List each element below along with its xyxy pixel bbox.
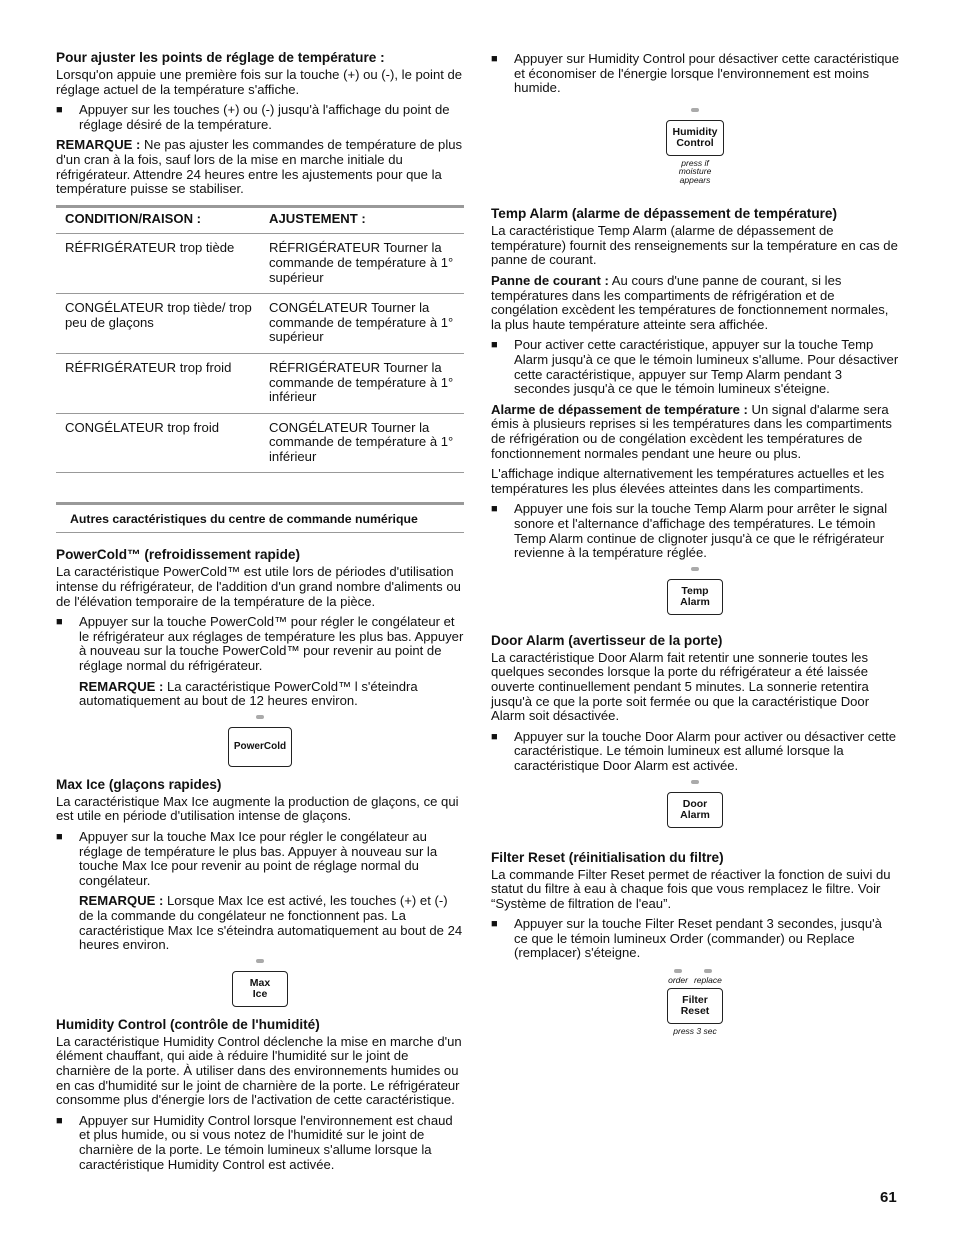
note-label: REMARQUE : (79, 678, 164, 694)
paragraph-powercold: La caractéristique PowerCold™ est utile lors de périodes d'utilisation intense du réfrigérateur, de l'addition d'un grand nombre d'aliments ou de l'élévation temporaire de la température de la pièce. (56, 564, 461, 609)
powercold-button: PowerCold (228, 727, 292, 767)
table-header-condition: CONDITION/RAISON : (56, 206, 260, 234)
paragraph-display: L'affichage indique alternativement les températures actuelles et les températures les plus élevées atteintes dans les compartiments. (491, 466, 885, 496)
paragraph-tempalarm: La caractéristique Temp Alarm (alarme de dépassement de température) fournit des renseignements sur la température en cas de panne de courant. (491, 223, 898, 268)
bullet-powercold: ■ Appuyer sur la touche PowerCold™ pour régler le congélateur et le réfrigérateur aux réglages de température les plus bas. Appuyer à nouveau sur la touche PowerCold™ pour revenir au point de réglage normal du réfrigérateur. (56, 615, 464, 673)
humidity-caption: press if moisture appears (678, 157, 712, 185)
table-cell-adjustment: CONGÉLATEUR Tourner la commande de température à 1° inférieur (260, 413, 464, 473)
filter-button-illustration (491, 969, 899, 1036)
table-cell-adjustment: RÉFRIGÉRATEUR Tourner la commande de température à 1° inférieur (260, 353, 464, 413)
heading-humidity: Humidity Control (contrôle de l'humidité) (56, 1016, 320, 1032)
note-text: Lorsque Max Ice est activé, les touches (+) et (-) de la commande du congélateur ne fonctionnent pas. La caractéristique Max Ice s'éteindra automatiquement au bout de 24 heures environ. (79, 893, 463, 953)
note-text: La caractéristique PowerCold™ l s'éteindra automatiquement au bout de 12 heures environ. (79, 678, 418, 709)
paragraph-power (491, 274, 899, 332)
table-cell-condition: CONGÉLATEUR trop tiède/ trop peu de glaçons (56, 294, 260, 354)
paragraph-alarm (491, 403, 899, 461)
filter-indicator-lights (668, 969, 722, 988)
table-header-adjustment: AJUSTEMENT : (260, 206, 464, 234)
filter-reset-button: Filter Reset (667, 988, 723, 1024)
indicator-light-icon (691, 108, 699, 112)
indicator-light-icon (691, 567, 699, 571)
heading-setpoint: Pour ajuster les points de réglage de température : (56, 50, 385, 65)
powercold-button-illustration (56, 715, 464, 767)
indicator-light-icon (256, 959, 264, 963)
humidity-button-illustration (491, 108, 899, 185)
indicator-light-icon (691, 780, 699, 784)
bullet-maxice: ■ Appuyer sur la touche Max Ice pour régler le congélateur au réglage de température le plus bas. Appuyer à nouveau sur la touche Max Ice pour revenir au point de réglage normal du congélateur. (56, 830, 464, 888)
bullet-dooralarm: ■ Appuyer sur la touche Door Alarm pour activer ou désactiver cette caractéristique. Le témoin lumineux est allumé lorsque la caractéristique Door Alarm est activée. (491, 730, 899, 774)
tempalarm-button-illustration (491, 567, 899, 615)
heading-maxice: Max Ice (glaçons rapides) (56, 776, 222, 792)
note-maxice (56, 894, 464, 952)
alarm-text: Un signal d'alarme sera émis à plusieurs reprises si les températures dans les compartiments de réfrigération ou de congélation excèdent les températures de fonctionnement normales pendant une heure ou plus. (491, 401, 892, 461)
bullet-tempalarm: ■ Pour activer cette caractéristique, appuyer sur la touche Temp Alarm jusqu'à ce que le témoin lumineux s'allume. Pour désactiver cette caractéristique, appuyer sur Temp Alarm pendant 3 secondes jusqu'à ce que le témoin lumineux s'éteigne. (491, 338, 899, 396)
note-powercold (56, 680, 464, 709)
humidity-control-button: Humidity Control (666, 120, 724, 156)
page-number: 61 (880, 1189, 897, 1206)
right-column (491, 52, 899, 1046)
paragraph-setpoint: Lorsqu'on appuie une première fois sur la touche (+) ou (-), le point de réglage actuel de la température s'affiche. (56, 67, 463, 97)
heading-filter: Filter Reset (réinitialisation du filtre) (491, 849, 724, 865)
indicator-light-icon (256, 715, 264, 719)
note-setpoint (56, 138, 464, 196)
note-label: REMARQUE : (79, 893, 164, 909)
table-row (56, 353, 464, 413)
replace-label: replace (693, 975, 722, 986)
alarm-label: Alarme de dépassement de température : (491, 401, 748, 417)
adjustment-table (56, 205, 464, 474)
paragraph-humidity: La caractéristique Humidity Control déclenche la mise en marche d'un élément chauffant, qui aide à réduire l'humidité sur le joint de charnière de la porte. À utiliser dans des environnements humides ou en cas d'humidité sur le joint de charnière de la porte. Le réfrigérateur consomme plus d'énergie lors de l'activation de cette caractéristique. (56, 1033, 462, 1108)
maxice-button: Max Ice (232, 971, 288, 1007)
note-label: REMARQUE : (56, 137, 141, 153)
left-column (56, 50, 464, 1178)
heading-dooralarm: Door Alarm (avertisseur de la porte) (491, 632, 723, 648)
heading-powercold: PowerCold™ (refroidissement rapide) (56, 547, 300, 563)
table-row (56, 413, 464, 473)
power-text: Au cours d'une panne de courant, si les températures dans les compartiments de réfrigération et de congélation excèdent les températures de fonctionnement normales, la plus haute température atteinte sera affichée. (491, 273, 889, 332)
paragraph-dooralarm: La caractéristique Door Alarm fait retentir une sonnerie toutes les quelques secondes lorsque la porte du réfrigérateur a été laissée ouverte continuellement pendant 5 minutes. La sonnerie retentira jusqu'à ce que la porte soit fermée ou que la caractéristique Door Alarm soit désactivée. (491, 649, 870, 724)
paragraph-maxice: La caractéristique Max Ice augmente la production de glaçons, ce qui est utile en période d'utilisation intense de glaçons. (56, 793, 459, 824)
maxice-button-illustration (56, 959, 464, 1007)
order-label: order (668, 975, 688, 986)
table-row (56, 234, 464, 294)
paragraph-filter: La commande Filter Reset permet de réactiver la fonction de suivi du statut du filtre à eau à chaque fois que vous remplacez le filtre. Voir “Système de filtration de l'eau”. (491, 866, 891, 911)
door-alarm-button: Door Alarm (667, 792, 723, 828)
table-cell-adjustment: RÉFRIGÉRATEUR Tourner la commande de température à 1° supérieur (260, 234, 464, 294)
indicator-light-icon (674, 969, 682, 973)
power-label: Panne de courant : (491, 273, 609, 289)
note-text: Ne pas ajuster les commandes de température de plus d'un cran à la fois, sauf lors de la mise en marche initiale du réfrigérateur. Attendre 24 heures entre les ajustements pour que la température puisse se stabiliser. (56, 137, 463, 197)
bullet-tempalarm-stop: ■ Appuyer une fois sur la touche Temp Alarm pour arrêter le signal sonore et l'alternance d'affichage des températures. Le témoin Temp Alarm continue de clignoter jusqu'à ce que le réfrigérateur revienne à la température réglée. (491, 502, 899, 560)
bullet-humidity-off: ■ Appuyer sur Humidity Control pour désactiver cette caractéristique et économiser de l'énergie lorsque l'environnement est moins humide. (491, 52, 899, 96)
bullet-humidity: ■ Appuyer sur Humidity Control lorsque l'environnement est chaud et plus humide, ou si vous notez de l'humidité sur le joint de charnière de la porte. Le témoin lumineux s'allume lorsque la caractéristique Humidity Control est activée. (56, 1114, 464, 1172)
order-indicator (668, 969, 688, 988)
bullet-setpoint: ■ Appuyer sur les touches (+) ou (-) jusqu'à l'affichage du point de réglage désiré de la température. (56, 103, 464, 132)
section-banner: Autres caractéristiques du centre de commande numérique (56, 502, 464, 533)
table-cell-condition: CONGÉLATEUR trop froid (56, 413, 260, 473)
filter-caption: press 3 sec (673, 1026, 717, 1037)
table-cell-condition: RÉFRIGÉRATEUR trop froid (56, 353, 260, 413)
temp-alarm-button: Temp Alarm (667, 579, 723, 615)
table-row (56, 294, 464, 354)
replace-indicator (694, 969, 722, 988)
indicator-light-icon (704, 969, 712, 973)
bullet-filter: ■ Appuyer sur la touche Filter Reset pendant 3 secondes, jusqu'à ce que le témoin lumineux Order (commander) ou Replace (remplacer) s'éteigne. (491, 917, 899, 961)
table-cell-condition: RÉFRIGÉRATEUR trop tiède (56, 234, 260, 294)
table-cell-adjustment: CONGÉLATEUR Tourner la commande de température à 1° supérieur (260, 294, 464, 354)
dooralarm-button-illustration (491, 780, 899, 828)
heading-tempalarm: Temp Alarm (alarme de dépassement de température) (491, 206, 838, 222)
